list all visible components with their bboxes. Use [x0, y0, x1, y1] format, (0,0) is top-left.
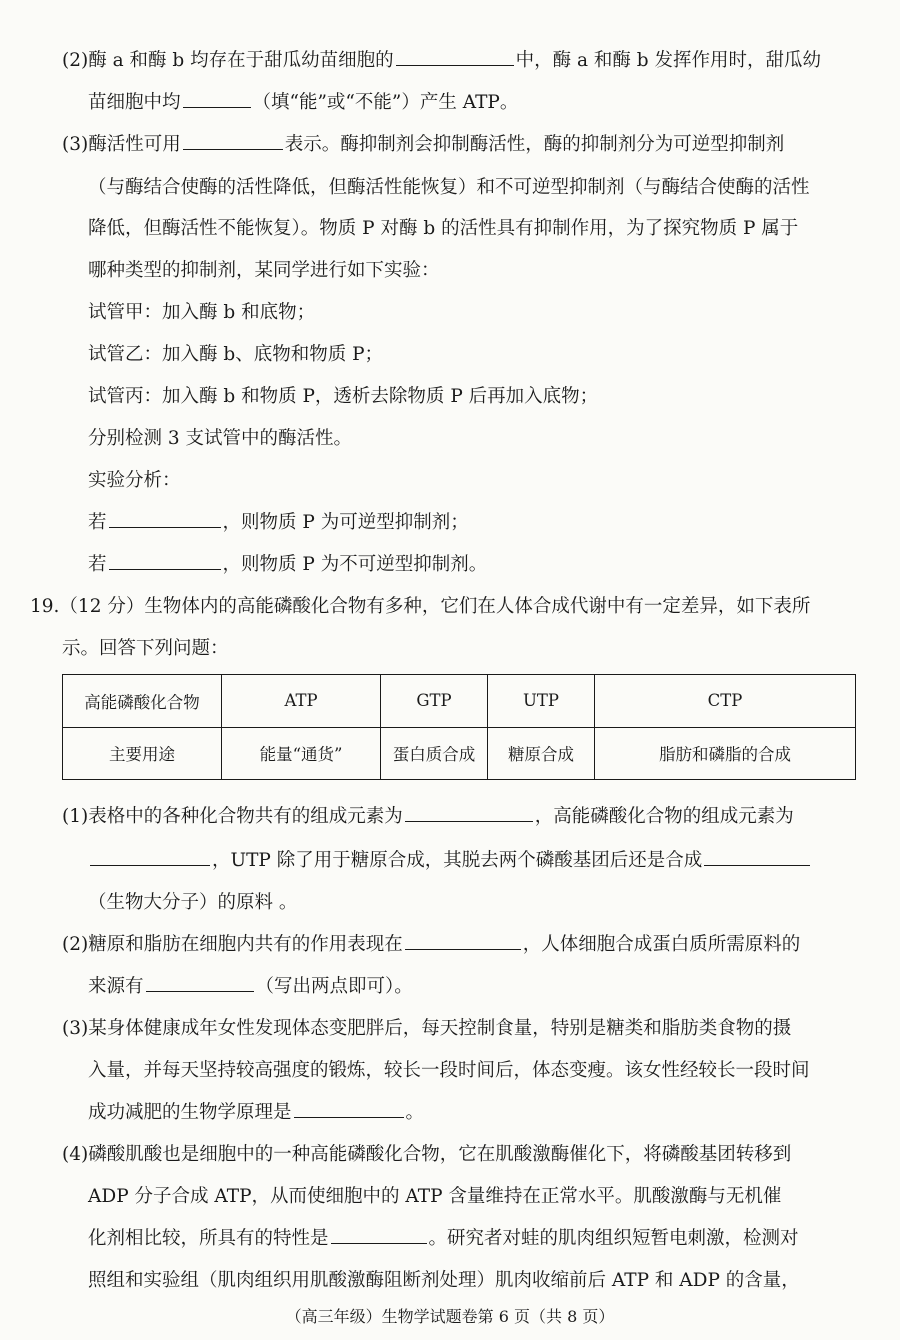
answer-blank — [704, 847, 810, 866]
answer-blank — [109, 509, 221, 528]
table-cell: CTP — [595, 675, 856, 728]
q18-2-line2: 苗细胞中均 （填“能”或“不能”）产生 ATP。 — [88, 88, 518, 114]
q18-3-line4: 哪种类型的抑制剂，某同学进行如下实验： — [88, 260, 440, 281]
q18-3-line3: 降低，但酶活性不能恢复）。物质 P 对酶 b 的活性具有抑制作用，为了探究物质 P 属于 — [88, 218, 799, 239]
table-cell: GTP — [381, 675, 488, 728]
table-cell: 高能磷酸化合物 — [63, 675, 222, 728]
q19-4-line3: 化剂相比较，所具有的特性是 。研究者对蛙的肌肉组织短暂电刺激，检测对 — [88, 1224, 799, 1250]
analysis-label: 实验分析： — [88, 470, 181, 491]
q19-3-line2: 入量，并每天坚持较高强度的锻炼，较长一段时间后，体态变瘦。该女性经较长一段时间 — [88, 1060, 810, 1081]
detect-text: 分别检测 3 支试管中的酶活性。 — [88, 428, 353, 449]
page-footer: （高三年级）生物学试题卷第 6 页（共 8 页） — [285, 1307, 615, 1326]
answer-blank — [183, 131, 283, 150]
q19-head2: 示。回答下列问题： — [62, 638, 229, 659]
table-cell: 主要用途 — [63, 727, 222, 780]
table-cell: ATP — [222, 675, 381, 728]
q19-4-line4: 照组和实验组（肌肉组织用肌酸激酶阻断剂处理）肌肉收缩前后 ATP 和 ADP 的含量， — [88, 1270, 800, 1291]
q19-1-line1: (1)表格中的各种化合物共有的组成元素为 ，高能磷酸化合物的组成元素为 — [62, 802, 794, 828]
table-row — [63, 727, 856, 780]
q18-2-line1: (2)酶 a 和酶 b 均存在于甜瓜幼苗细胞的 中，酶 a 和酶 b 发挥作用时，甜瓜幼 — [62, 46, 821, 72]
table-row — [63, 675, 856, 728]
q19-3-line1: (3)某身体健康成年女性发现体态变肥胖后，每天控制食量，特别是糖类和脂肪类食物的摄 — [62, 1018, 792, 1039]
answer-blank — [183, 89, 251, 108]
answer-blank — [405, 931, 521, 950]
q19-3-line3: 成功减肥的生物学原理是 。 — [88, 1098, 424, 1124]
answer-blank — [405, 803, 533, 822]
answer-blank — [109, 551, 221, 570]
if-reversible: 若 ，则物质 P 为可逆型抑制剂； — [88, 508, 469, 534]
answer-blank — [331, 1225, 427, 1244]
tube-a: 试管甲：加入酶 b 和底物； — [88, 302, 316, 323]
answer-blank — [90, 847, 210, 866]
tube-c: 试管丙：加入酶 b 和物质 P，透析去除物质 P 后再加入底物； — [88, 386, 599, 407]
q19-head1: 19.（12 分）生物体内的高能磷酸化合物有多种，它们在人体合成代谢中有一定差异，如下表所 — [30, 596, 811, 617]
q19-1-line3: （生物大分子）的原料 。 — [88, 892, 298, 913]
answer-blank — [396, 47, 514, 66]
q19-1-line2: ，UTP 除了用于糖原合成，其脱去两个磷酸基团后还是合成 — [88, 846, 812, 872]
tube-b: 试管乙：加入酶 b、底物和物质 P； — [88, 344, 384, 365]
table-cell: 脂肪和磷脂的合成 — [595, 727, 856, 780]
q19-2-line2: 来源有 （写出两点即可）。 — [88, 972, 413, 998]
q19-4-line1: (4)磷酸肌酸也是细胞中的一种高能磷酸化合物，它在肌酸激酶催化下，将磷酸基团转移到 — [62, 1144, 792, 1165]
table-cell: 能量“通货” — [222, 727, 381, 780]
answer-blank — [294, 1099, 404, 1118]
table-cell: UTP — [488, 675, 595, 728]
q19-2-line1: (2)糖原和脂肪在细胞内共有的作用表现在 ，人体细胞合成蛋白质所需原料的 — [62, 930, 800, 956]
answer-blank — [146, 973, 254, 992]
if-irreversible: 若 ，则物质 P 为不可逆型抑制剂。 — [88, 550, 487, 576]
q18-3-line1: (3)酶活性可用 表示。酶抑制剂会抑制酶活性，酶的抑制剂分为可逆型抑制剂 — [62, 130, 784, 156]
table-cell: 蛋白质合成 — [381, 727, 488, 780]
compound-table — [62, 674, 856, 780]
q18-3-line2: （与酶结合使酶的活性降低，但酶活性能恢复）和不可逆型抑制剂（与酶结合使酶的活性 — [88, 177, 810, 198]
table-cell: 糖原合成 — [488, 727, 595, 780]
q19-4-line2: ADP 分子合成 ATP，从而使细胞中的 ATP 含量维持在正常水平。肌酸激酶与无机催 — [88, 1186, 782, 1207]
